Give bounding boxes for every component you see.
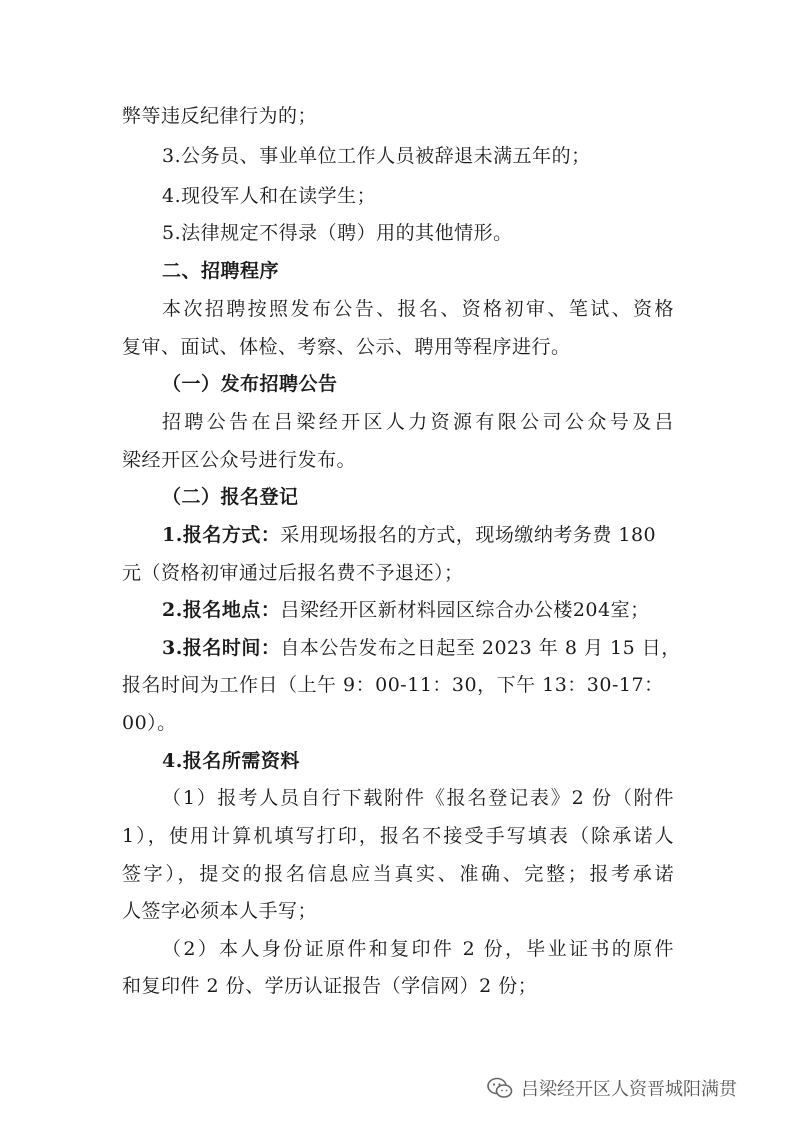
text-line: 1），使用计算机填写打印，报名不接受手写填表（除承诺人 [122,825,674,847]
registration-time-label: 3.报名时间： [162,637,281,659]
registration-location-text: 吕梁经开区新材料园区综合办公楼204室； [280,599,650,621]
list-item-3: 3.公务员、事业单位工作人员被辞退未满五年的； [162,145,591,167]
text-line: 梁经开区公众号进行发布。 [122,449,357,471]
registration-location [162,597,650,623]
text-line: 签字），提交的报名信息应当真实、准确、完整；报考承诺 [122,863,674,885]
registration-location-label: 2.报名地点： [162,599,281,621]
wechat-watermark [487,1073,737,1103]
text-line: 00）。 [122,712,177,734]
registration-method [162,522,656,548]
wechat-icon [487,1077,513,1099]
text-line: 人签字必须本人手写； [122,900,318,922]
registration-method-text: 采用现场报名的方式，现场缴纳考务费 180 [280,524,657,546]
text-line: 复审、面试、体检、考察、公示、聘用等程序进行。 [122,336,571,358]
text-line: 元（资格初审通过后报名费不予退还）； [122,562,464,584]
registration-time-text: 自本公告发布之日起至 2023 年 8 月 15 日， [280,637,681,659]
registration-method-label: 1.报名方式： [162,524,281,546]
section-heading-recruitment-process: 二、招聘程序 [162,260,280,282]
subsection-heading-registration: （二）报名登记 [162,486,299,508]
text-line: （2）本人身份证原件和复印件 2 份，毕业证书的原件 [162,938,674,960]
list-item-5: 5.法律规定不得录（聘）用的其他情形。 [162,222,513,244]
watermark-text: 吕梁经开区人资晋城阳满贯 [521,1079,737,1100]
required-materials-heading: 4.报名所需资料 [162,750,300,772]
subsection-heading-announcement: （一）发布招聘公告 [162,373,338,395]
list-item-4: 4.现役军人和在读学生； [162,185,377,207]
text-line: 招聘公告在吕梁经开区人力资源有限公司公众号及吕 [162,411,674,433]
text-line: 本次招聘按照发布公告、报名、资格初审、笔试、资格 [162,298,674,320]
registration-time [162,635,681,661]
text-line: 和复印件 2 份、学历认证报告（学信网）2 份； [122,975,538,997]
text-line: 弊等违反纪律行为的； [122,105,318,127]
text-line: （1）报考人员自行下载附件《报名登记表》2 份（附件 [162,787,674,809]
text-line: 报名时间为工作日（上午 9：00-11：30，下午 13：30-17： [122,674,664,696]
